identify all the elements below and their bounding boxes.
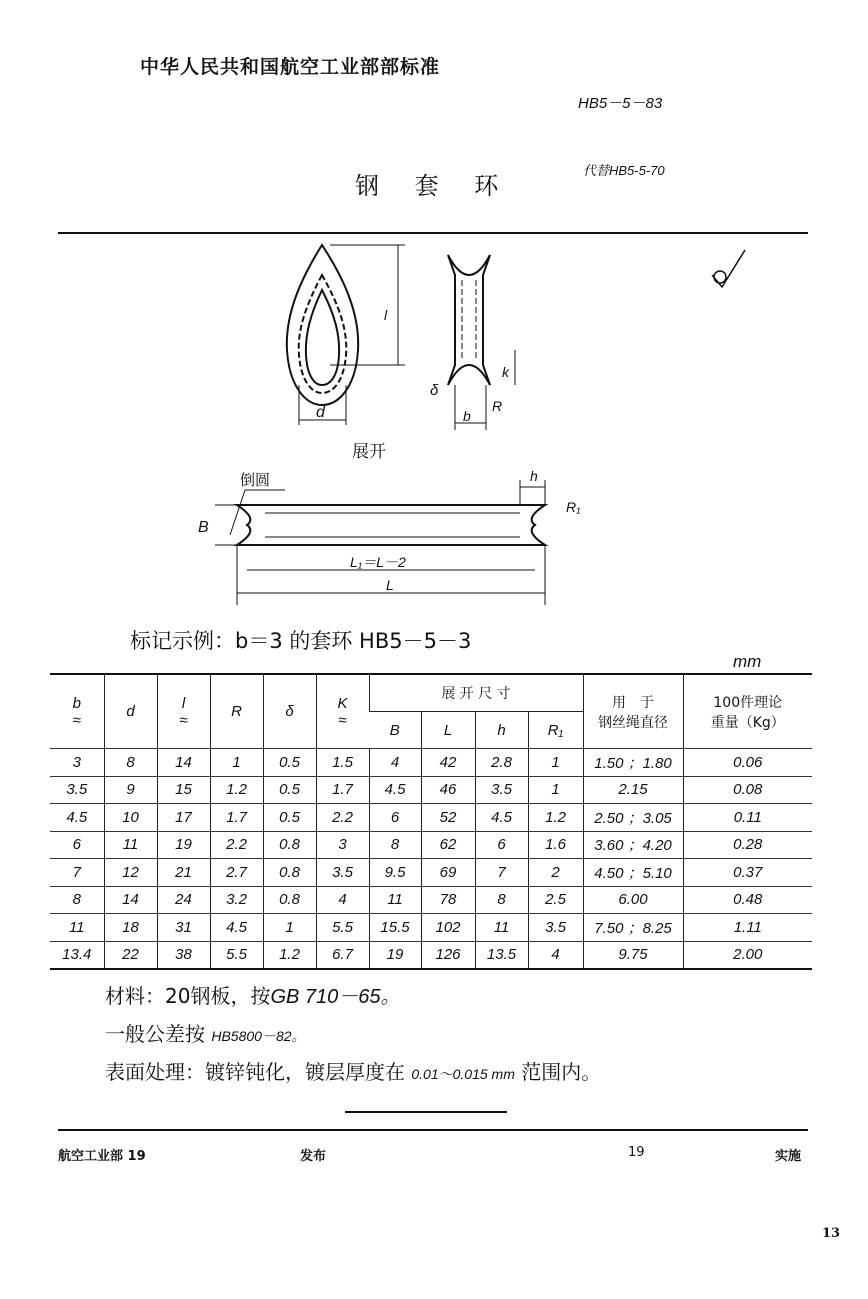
table-cell: 17 <box>157 804 210 832</box>
col-R1: R₁ <box>528 712 583 749</box>
table-cell: 2.8 <box>475 749 528 777</box>
table-cell: 6 <box>475 831 528 859</box>
table-cell: 0.5 <box>263 749 316 777</box>
table-cell: 4.5 <box>50 804 104 832</box>
table-cell: 18 <box>104 914 157 942</box>
col-K: K ≈ <box>316 674 369 749</box>
table-cell: 1.7 <box>210 804 263 832</box>
table-cell: 4 <box>369 749 421 777</box>
table-cell: 4.5 <box>475 804 528 832</box>
col-rope-diameter: 用 于 钢丝绳直径 <box>583 674 683 749</box>
label-delta: δ <box>430 382 439 399</box>
table-cell: 1 <box>528 749 583 777</box>
table-cell: 9.5 <box>369 859 421 887</box>
front-view-inner <box>306 290 339 385</box>
table-cell: 46 <box>421 776 475 804</box>
table-cell: 19 <box>157 831 210 859</box>
table-cell: 6.00 <box>583 886 683 914</box>
label-B: B <box>198 519 209 536</box>
table-cell: 1.7 <box>316 776 369 804</box>
table-cell: 1.2 <box>210 776 263 804</box>
table-cell: 0.37 <box>683 859 812 887</box>
table-cell: 14 <box>104 886 157 914</box>
table-cell: 4.5 <box>369 776 421 804</box>
table-row <box>50 831 812 859</box>
table-cell: 3.5 <box>528 914 583 942</box>
table-cell: 2.2 <box>210 831 263 859</box>
table-cell: 15.5 <box>369 914 421 942</box>
table-cell: 7.50 ；8.25 <box>583 914 683 942</box>
table-cell: 19 <box>369 941 421 969</box>
unit-label: mm <box>733 652 762 671</box>
table-cell: 78 <box>421 886 475 914</box>
table-cell: 2.00 <box>683 941 812 969</box>
footer-year: 19 <box>628 1145 645 1160</box>
table-cell: 4 <box>528 941 583 969</box>
label-R: R <box>492 398 503 414</box>
col-R: R <box>210 674 263 749</box>
label-rounded: 倒圆 <box>240 471 271 489</box>
label-L: L <box>386 577 394 593</box>
table-cell: 6.7 <box>316 941 369 969</box>
col-l: l ≈ <box>157 674 210 749</box>
table-cell: 0.5 <box>263 804 316 832</box>
dimension-table <box>50 673 812 970</box>
table-cell: 11 <box>50 914 104 942</box>
table-cell: 102 <box>421 914 475 942</box>
table-cell: 0.8 <box>263 859 316 887</box>
note-surface-treatment: 表面处理：镀锌钝化，镀层厚度在 0.01～0.015 mm 范围内。 <box>105 1060 602 1084</box>
standard-number: HB5－5－83 <box>578 95 663 112</box>
table-cell: 4.50 ；5.10 <box>583 859 683 887</box>
end-rule <box>345 1111 507 1113</box>
label-h: h <box>530 468 538 484</box>
table-cell: 11 <box>369 886 421 914</box>
table-cell: 1.2 <box>263 941 316 969</box>
table-cell: 5.5 <box>316 914 369 942</box>
table-cell: 2.2 <box>316 804 369 832</box>
table-cell: 7 <box>50 859 104 887</box>
table-cell: 6 <box>50 831 104 859</box>
table-cell: 3.2 <box>210 886 263 914</box>
table-cell: 3.5 <box>50 776 104 804</box>
table-cell: 7 <box>475 859 528 887</box>
table-cell: 1.5 <box>316 749 369 777</box>
label-expanded: 展开 <box>352 442 386 462</box>
table-cell: 52 <box>421 804 475 832</box>
col-weight: 100件理论 重量（Kg） <box>683 674 812 749</box>
table-cell: 3 <box>50 749 104 777</box>
table-cell: 62 <box>421 831 475 859</box>
table-cell: 1.11 <box>683 914 812 942</box>
table-cell: 1.50 ；1.80 <box>583 749 683 777</box>
table-cell: 126 <box>421 941 475 969</box>
table-cell: 0.48 <box>683 886 812 914</box>
table-cell: 3.5 <box>475 776 528 804</box>
table-cell: 8 <box>475 886 528 914</box>
table-cell: 31 <box>157 914 210 942</box>
page-number: 13 <box>822 1226 841 1241</box>
table-cell: 0.5 <box>263 776 316 804</box>
col-b: b ≈ <box>72 694 81 729</box>
table-row <box>50 859 812 887</box>
label-L1: L₁＝L－2 <box>350 554 406 570</box>
table-cell: 11 <box>104 831 157 859</box>
table-cell: 0.08 <box>683 776 812 804</box>
table-cell: 14 <box>157 749 210 777</box>
table-cell: 13.4 <box>50 941 104 969</box>
table-cell: 22 <box>104 941 157 969</box>
col-group-expanded: 展 开 尺 寸 <box>369 674 583 712</box>
col-L: L <box>421 712 475 749</box>
footer-issued: 发布 <box>300 1149 327 1164</box>
table-cell: 69 <box>421 859 475 887</box>
note-tolerance: 一般公差按 HB5800－82。 <box>105 1022 306 1046</box>
table-cell: 3.60 ；4.20 <box>583 831 683 859</box>
table-cell: 24 <box>157 886 210 914</box>
col-B: B <box>389 721 400 739</box>
front-view-outer <box>287 245 358 405</box>
table-cell: 5.5 <box>210 941 263 969</box>
col-d: d <box>104 674 157 749</box>
table-cell: 1.2 <box>528 804 583 832</box>
table-cell: 2 <box>528 859 583 887</box>
table-cell: 15 <box>157 776 210 804</box>
note-material: 材料：20钢板，按GB 710－65。 <box>105 984 401 1008</box>
label-k: k <box>502 364 509 380</box>
table-cell: 13.5 <box>475 941 528 969</box>
table-row <box>50 776 812 804</box>
table-row <box>50 886 812 914</box>
table-cell: 0.28 <box>683 831 812 859</box>
table-row <box>50 914 812 942</box>
table-cell: 1 <box>528 776 583 804</box>
label-d: d <box>316 404 325 421</box>
table-cell: 3.5 <box>316 859 369 887</box>
table-cell: 21 <box>157 859 210 887</box>
expanded-view <box>237 505 545 545</box>
table-cell: 9 <box>104 776 157 804</box>
table-cell: 1 <box>210 749 263 777</box>
table-cell: 8 <box>50 886 104 914</box>
table-cell: 4.5 <box>210 914 263 942</box>
table-cell: 0.8 <box>263 831 316 859</box>
table-row <box>50 804 812 832</box>
header-divider <box>58 232 808 234</box>
footer-issuer: 航空工业部 19 <box>58 1149 146 1164</box>
table-cell: 11 <box>475 914 528 942</box>
table-cell: 2.15 <box>583 776 683 804</box>
table-cell: 10 <box>104 804 157 832</box>
table-cell: 0.11 <box>683 804 812 832</box>
table-cell: 0.8 <box>263 886 316 914</box>
replaces-standard: 代替HB5-5-70 <box>583 163 665 178</box>
table-cell: 2.7 <box>210 859 263 887</box>
label-b: b <box>463 408 471 424</box>
table-row <box>50 941 812 969</box>
footer-effective: 实施 <box>775 1149 802 1164</box>
table-cell: 8 <box>104 749 157 777</box>
table-cell: 42 <box>421 749 475 777</box>
table-cell: 0.06 <box>683 749 812 777</box>
table-cell: 1.6 <box>528 831 583 859</box>
table-cell: 3 <box>316 831 369 859</box>
document-title: 钢 套 环 <box>355 172 513 200</box>
table-cell: 9.75 <box>583 941 683 969</box>
footer-divider <box>58 1129 808 1131</box>
col-h: h <box>475 712 528 749</box>
issuing-organization: 中华人民共和国航空工业部部标准 <box>140 56 441 78</box>
table-cell: 1 <box>263 914 316 942</box>
table-cell: 8 <box>369 831 421 859</box>
table-cell: 12 <box>104 859 157 887</box>
table-row <box>50 749 812 777</box>
table-cell: 2.5 <box>528 886 583 914</box>
label-R1: R₁ <box>566 499 581 515</box>
col-delta: δ <box>263 674 316 749</box>
table-cell: 38 <box>157 941 210 969</box>
thimble-drawing <box>0 235 868 625</box>
label-l: l <box>384 307 388 323</box>
table-cell: 6 <box>369 804 421 832</box>
table-cell: 2.50 ；3.05 <box>583 804 683 832</box>
marking-example: 标记示例：b＝3 的套环 HB5－5－3 <box>130 629 472 653</box>
table-cell: 4 <box>316 886 369 914</box>
